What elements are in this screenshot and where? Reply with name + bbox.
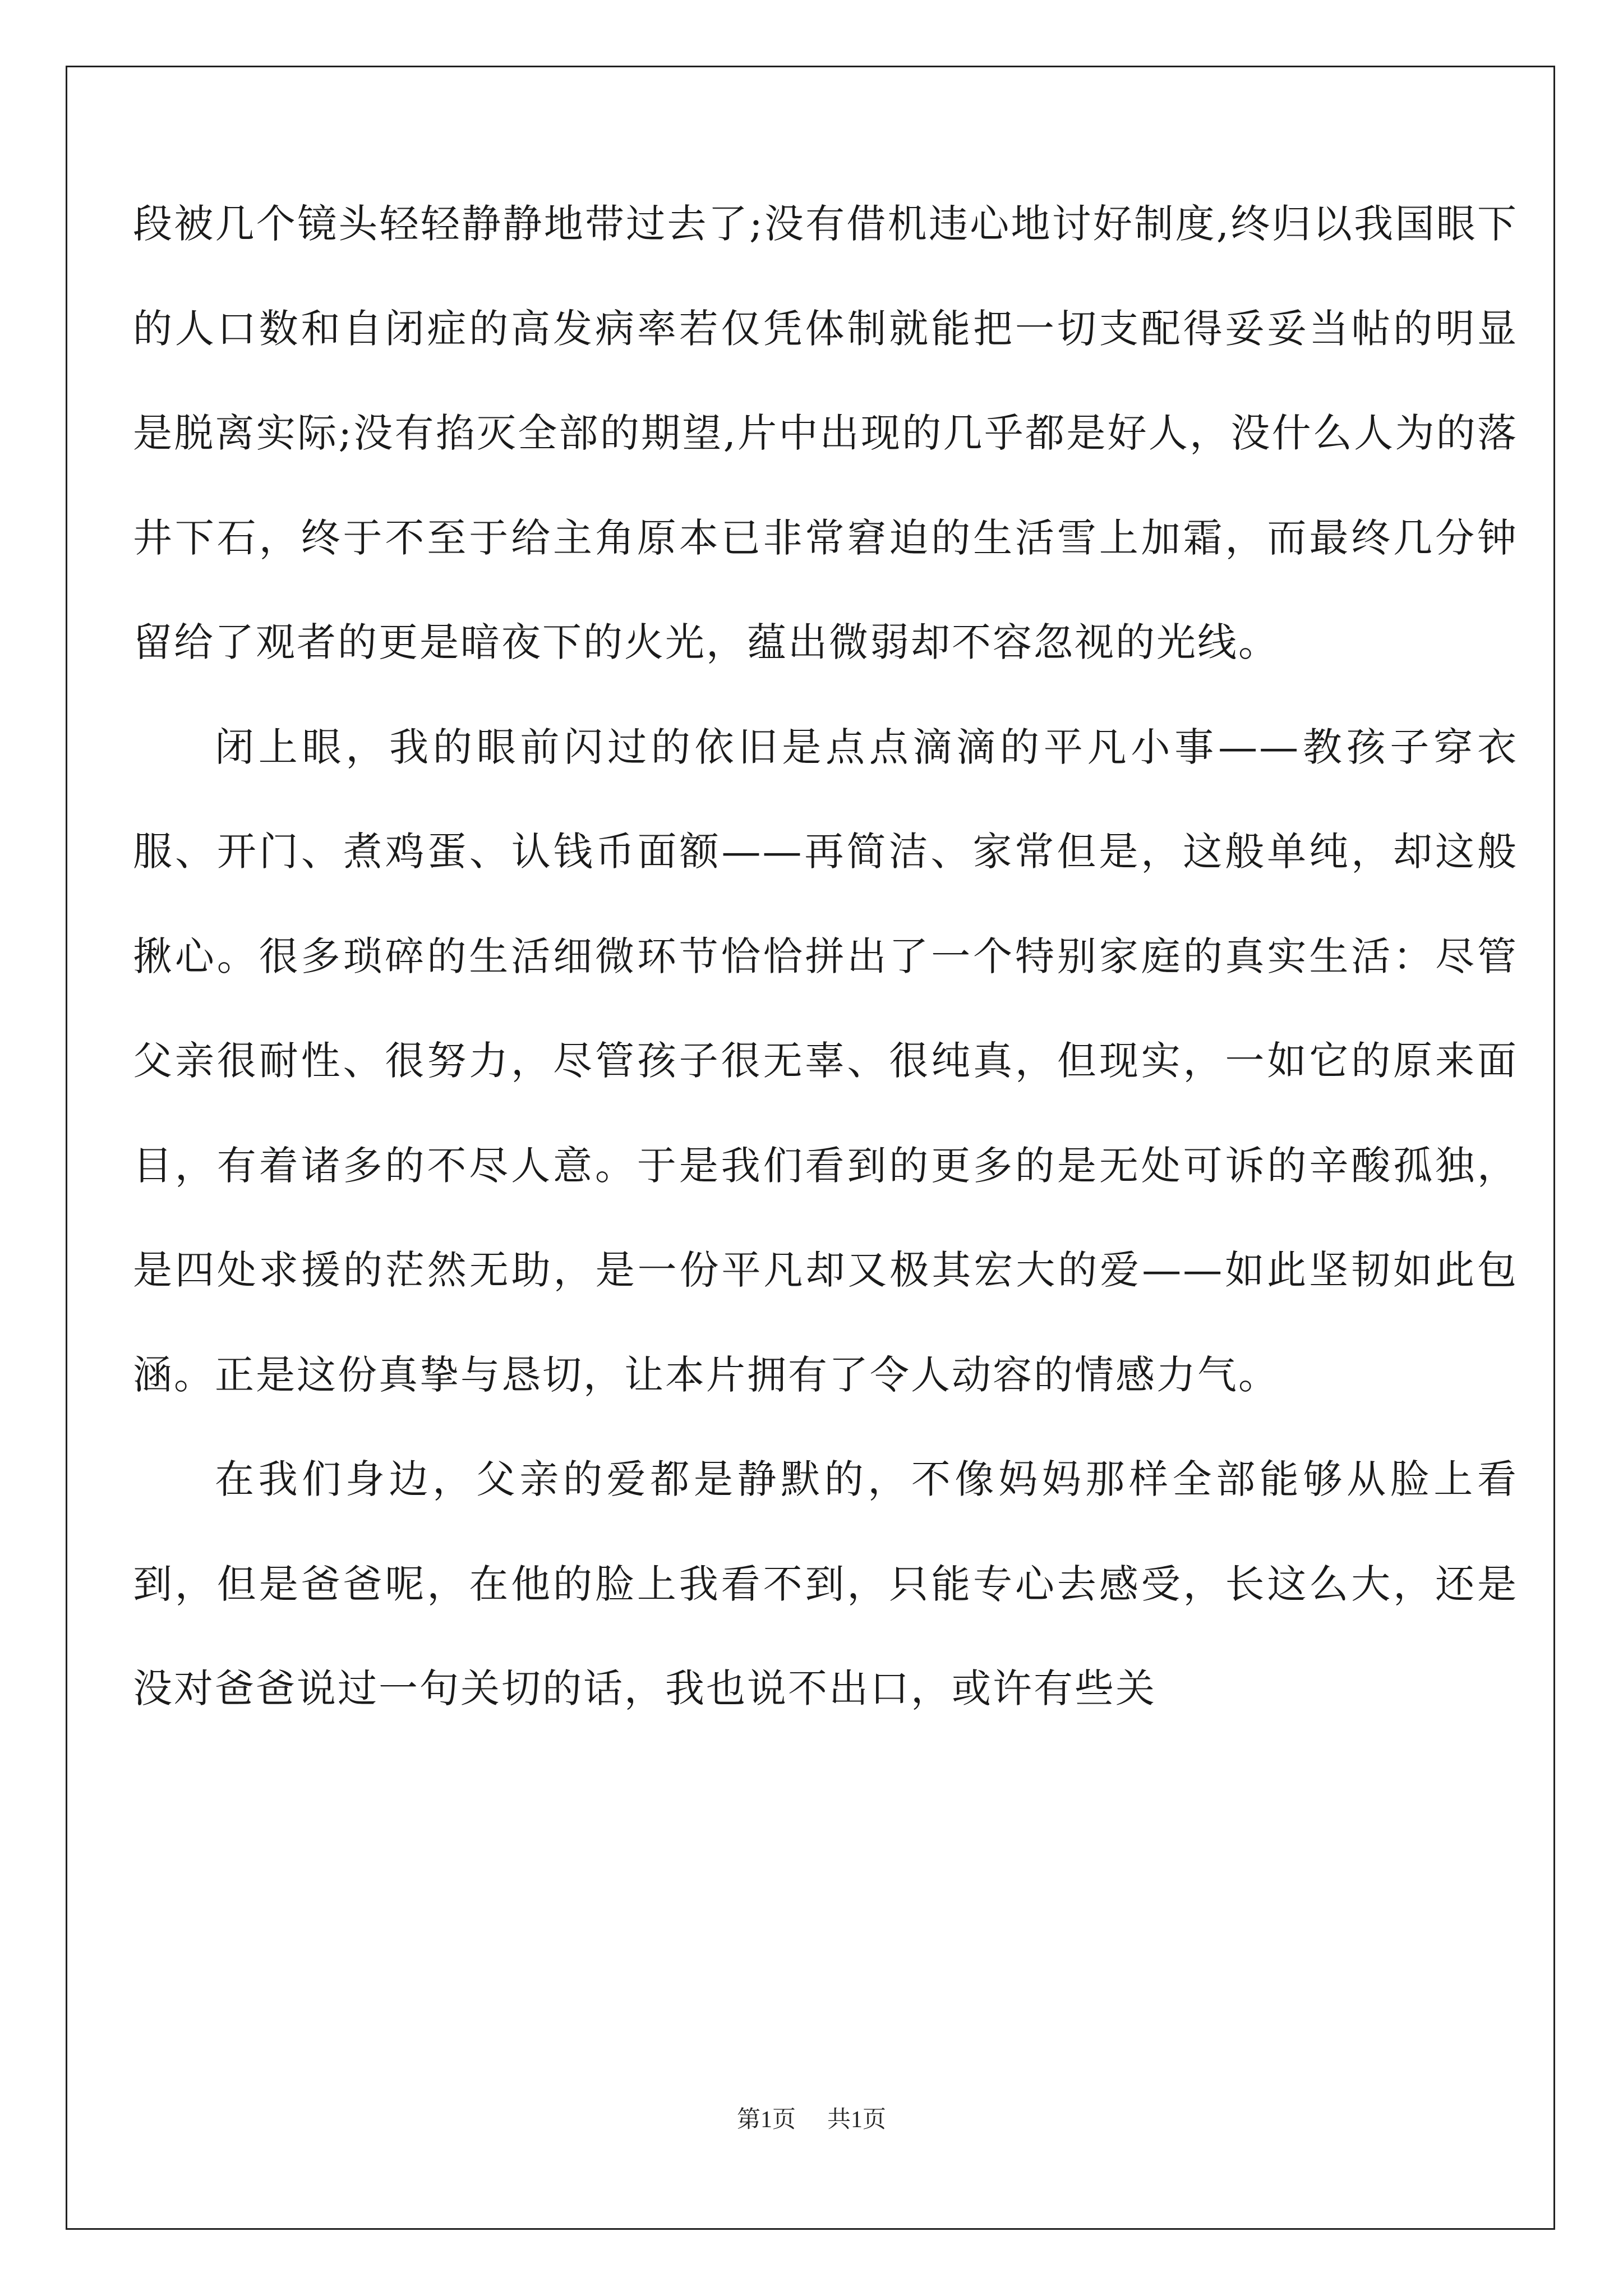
page-number: 第1页: [736, 2107, 796, 2133]
page-footer: [0, 2101, 1623, 2134]
document-body: [133, 172, 1518, 1741]
paragraph-1: 段被几个镜头轻轻静静地带过去了;没有借机违心地讨好制度,终归以我国眼下的人口数和自闭症的高发病率若仅凭体制就能把一切支配得妥妥当帖的明显是脱离实际;没有掐灭全部的期望,片中出现的几乎都是好人，没什么人为的落井下石，终于不至于给主角原本已非常窘迫的生活雪上加霜，而最终几分钟留给了观者的更是暗夜下的火光，蕴出微弱却不容忽视的光线。: [133, 201, 1518, 665]
page-total: 共1页: [827, 2107, 887, 2133]
paragraph-3: 在我们身边，父亲的爱都是静默的，不像妈妈那样全部能够从脸上看到，但是爸爸呢，在他的脸上我看不到，只能专心去感受，长这么大，还是没对爸爸说过一句关切的话，我也说不出口，或许有些关: [133, 1456, 1518, 1711]
paragraph-2: 闭上眼，我的眼前闪过的依旧是点点滴滴的平凡小事——教孩子穿衣服、开门、煮鸡蛋、认钱币面额——再简洁、家常但是，这般单纯，却这般揪心。很多琐碎的生活细微环节恰恰拼出了一个特别家庭的真实生活：尽管父亲很耐性、很努力，尽管孩子很无辜、很纯真，但现实，一如它的原来面目，有着诸多的不尽人意。于是我们看到的更多的是无处可诉的辛酸孤独，是四处求援的茫然无助，是一份平凡却又极其宏大的爱——如此坚韧如此包涵。正是这份真挚与恳切，让本片拥有了令人动容的情感力气。: [133, 724, 1518, 1398]
